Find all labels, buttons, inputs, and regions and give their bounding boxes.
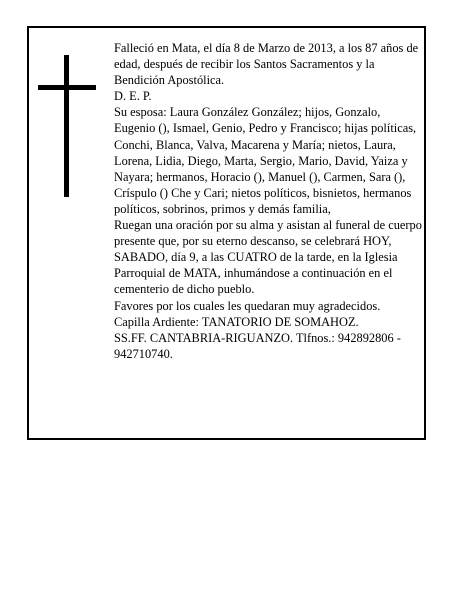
- rip-line: D. E. P.: [114, 89, 152, 104]
- cross-horizontal-bar: [38, 85, 96, 90]
- chapel-line: Capilla Ardiente: TANATORIO DE SOMAHOZ.: [114, 314, 359, 329]
- funeral-details: Ruegan una oración por su alma y asistan al funeral de cuerpo presente que, por su eterno descanso, se celebrará HOY, SABADO, día 9, a las CUATRO de la tarde, en la Iglesia Parroquial de MATA, inhumándose a continuación en el cementerio de dicho pueblo.: [114, 218, 422, 297]
- funeral-home-contact: SS.FF. CANTABRIA-RIGUANZO. Tlfnos.: 942892806 - 942710740.: [114, 330, 401, 361]
- obituary-text: [114, 40, 424, 362]
- gratitude-line: Favores por los cuales les quedaran muy agradecidos.: [114, 298, 381, 313]
- cross-vertical-bar: [64, 55, 69, 197]
- death-announcement: Falleció en Mata, el día 8 de Marzo de 2013, a los 87 años de edad, después de recibir los Santos Sacramentos y la Bendición Apostólica.: [114, 41, 419, 88]
- family-list: Su esposa: Laura González González; hijos, Gonzalo, Eugenio (), Ismael, Genio, Pedro y Francisco; hijas políticas, Conchi, Blanca, Valva, Macarena y María; nietos, Laura, Lorena, Lidia, Diego, Marta, Sergio, Mario, David, Yaiza y Nayara; hermanos, Horacio (), Manuel (), Carmen, Sara (), Críspulo () Che y Cari; nietos políticos, bisnietos, hermanos políticos, sobrinos, primos y demás familia,: [114, 105, 417, 216]
